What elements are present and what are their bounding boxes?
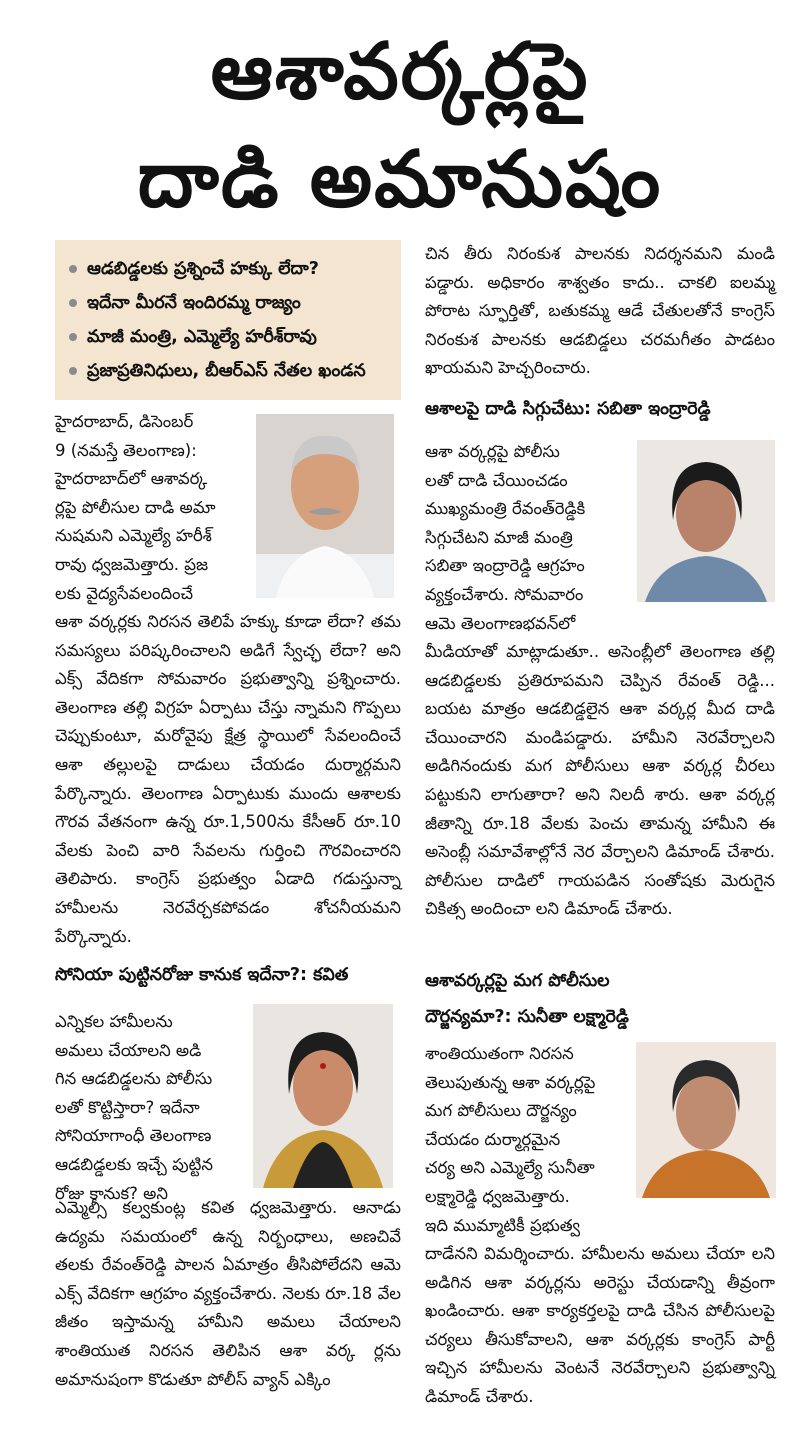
sunitha-intro: శాంతియుతంగా నిరసన తెలుపుతున్న ఆశా వర్కర్లపై మగ పోలీసులు దౌర్జన్యం చేయడం దుర్మార్గమైన చర్య అని ఎమ్మెల్యే సునీతా లక్ష్మారెడ్డి ధ్వజమెత్తారు. ఇది ముమ్మాటికీ ప్రభుత్వ	[425, 1044, 596, 1235]
sabitha-intro: ఆశా వర్కర్లపై పోలీసు లతో దాడి చేయించడం ముఖ్యమంత్రి రేవంత్‌రెడ్డికి సిగ్గుచేటని మాజీ మంత్రి సబితా ఇంద్రారెడ్డి ఆగ్రహం వ్యక్తంచేశారు. సోమవారం ఆమె తెలంగాణభవన్‌లో	[425, 442, 586, 633]
highlight-item: ఆడబిడ్డలకు ప్రశ్నించే హక్కు లేదా?	[65, 252, 391, 286]
bullet-icon	[69, 265, 77, 273]
headline-line-1: ఆశావర్కర్లపై	[210, 27, 590, 117]
kavitha-intro: ఎన్నికల హామీలను అమలు చేయాలని అడి గిన ఆడబిడ్డలను పోలీసు లతో కొట్టిస్తారా? ఇదేనా సోనియాగాంధీ తెలంగాణ ఆడబిడ్డలకు ఇచ్చే పుట్టిన రోజు కానుక? అని	[55, 1012, 213, 1203]
sabitha-subhead: ఆశాలపై దాడి సిగ్గుచేటు: సబితా ఇంద్రారెడ్డి	[425, 399, 711, 419]
headline-line-2: దాడి అమానుషం	[137, 135, 663, 225]
highlights-box	[55, 240, 401, 400]
highlight-item: మాజీ మంత్రి, ఎమ్మెల్యే హరీశ్‌రావు	[65, 320, 391, 354]
highlight-item: ప్రజాప్రతినిధులు, బీఆర్‌ఎస్ నేతల ఖండన	[65, 354, 391, 388]
sunitha-subhead-line-2: దౌర్జన్యమా?: సునీతా లక్ష్మారెడ్డి	[425, 1007, 629, 1027]
sunitha-subhead-line-1: ఆశావర్కర్లపై మగ పోలీసుల	[425, 971, 610, 991]
harish-body: ఆశా వర్కర్లకు నిరసన తెలిపే హక్కు కూడా లేదా? తమ సమస్యలు పరిష్కరించాలని అడిగే స్వేచ్ఛ లేదా? అని ఎక్స్ వేదికగా సోమవారం ప్రభుత్వాన్ని ప్రశ్నించారు. తెలంగాణ తల్లి విగ్రహ ఏర్పాటు చేస్తు న్నామని గొప్పలు చెప్పుకుంటూ, మరోవైపు క్షేత్ర స్థాయిలో సేవలందించే ఆశా తల్లులపై దాడులు చేయడం దుర్మార్గమని పేర్కొన్నారు. తెలంగాణ ఏర్పాటుకు ముందు ఆశాలకు గౌరవ వేతనంగా ఉన్న రూ.1,500ను కేసీఆర్ రూ.10 వేలకు పెంచి వారి సేవలను గుర్తించి గౌరవించారని తెలిపారు. కాంగ్రెస్ ప్రభుత్వం ఏడాది గడుస్తున్నా హామీలను నెరవేర్చకపోవడం శోచనీయమని పేర్కొన్నారు.	[55, 612, 401, 946]
bullet-icon	[69, 333, 77, 341]
kavitha-body: ఎమ్మెల్సీ కల్వకుంట్ల కవిత ధ్వజమెత్తారు. ఆనాడు ఉద్యమ సమయంలో ఉన్న నిర్బంధాలు, అణచివే తలకు రేవంత్‌రెడ్డి పాలన ఏమాత్రం తీసిపోలేదని ఆమె ఎక్స్ వేదికగా ఆగ్రహం వ్యక్తంచేశారు. నెలకు రూ.18 వేల జీతం ఇస్తామన్న హామీని అమలు చేయాలని శాంతియుత నిరసన తెలిపిన ఆశా వర్క ర్లను అమానుషంగా కొడుతూ పోలీస్ వ్యాన్ ఎక్కిం	[55, 1198, 401, 1389]
kavitha-photo	[253, 1004, 393, 1188]
sunitha-photo	[636, 1042, 776, 1198]
harish-rao-photo	[256, 414, 394, 598]
kavitha-subhead: సోనియా పుట్టినరోజు కానుక ఇదేనా?: కవిత	[55, 965, 349, 985]
sabitha-photo	[637, 440, 775, 602]
sunitha-body: దాడేనని విమర్శించారు. హామీలను అమలు చేయా లని అడిగిన ఆశా వర్కర్లను అరెస్టు చేయడాన్ని తీవ్రంగా ఖండించారు. ఆశా కార్యకర్తలపై దాడి చేసిన పోలీసులపై చర్యలు తీసుకోవాలని, ఆశా వర్కర్లకు కాంగ్రెస్ పార్టీ ఇచ్చిన హామీలను వెంటనే నెరవేర్చాలని ప్రభుత్వాన్ని డిమాండ్ చేశారు.	[425, 1244, 775, 1406]
highlight-item: ఇదేనా మీరనే ఇందిరమ్మ రాజ్యం	[65, 286, 391, 320]
harish-continuation: చిన తీరు నిరంకుశ పాలనకు నిదర్శనమని మండి పడ్డారు. అధికారం శాశ్వతం కాదు.. చాకలి ఐలమ్మ పోరాట స్ఫూర్తితో, బతుకమ్మ ఆడే చేతులతోనే కాంగ్రెస్ నిరంకుశ పాలనకు ఆడబిడ్డలు చరమగీతం పాడటం ఖాయమని హెచ్చరించారు.	[425, 244, 775, 378]
harish-intro: హైదరాబాద్, డిసెంబర్ 9 (నమస్తే తెలంగాణ): హైదరాబాద్‌లో ఆశావర్క ర్లపై పోలీసుల దాడి అమా నుషమని ఎమ్మెల్యే హరీశ్ రావు ధ్వజమెత్తారు. ప్రజ లకు వైద్యసేవలందించే	[55, 412, 216, 603]
bullet-icon	[69, 299, 77, 307]
bullet-icon	[69, 367, 77, 375]
sabitha-body: మీడియాతో మాట్లాడుతూ.. అసెంబ్లీలో తెలంగాణ తల్లి ఆడబిడ్డలకు ప్రతిరూపమని చెప్పిన రేవంత్ రెడ్డి... బయట మాత్రం ఆడబిడ్డలైన ఆశా వర్కర్ల మీద దాడి చేయించారని మండిపడ్డారు. హామీని నెరవేర్చాలని అడిగినందుకు మగ పోలీసులు ఆశా వర్కర్ల చీరలు పట్టుకుని లాగుతారా? అని నిలదీ శారు. ఆశా వర్కర్ల జీతాన్ని రూ.18 వేలకు పెంచు తామన్న హామీని ఈ అసెంబ్లీ సమావేశాల్లోనే నెర వేర్చాలని డిమాండ్ చేశారు. పోలీసుల దాడిలో గాయపడిన సంతోషకు మెరుగైన చికిత్స అందించా లని డిమాండ్ చేశారు.	[425, 642, 775, 919]
